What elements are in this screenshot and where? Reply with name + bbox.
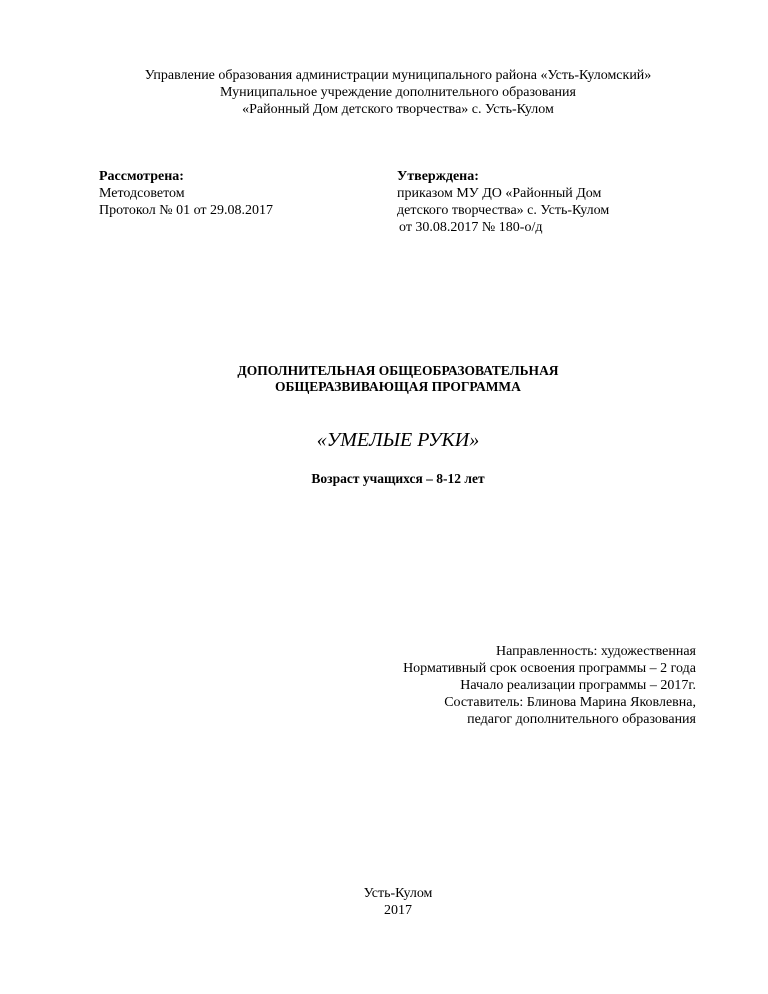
details-start: Начало реализации программы – 2017г. [460, 678, 696, 693]
footer-year: 2017 [384, 903, 412, 918]
header-line-department: Управление образования администрации муниципального района «Усть-Куломский» [144, 68, 652, 83]
footer-place: Усть-Кулом [363, 886, 433, 901]
considered-block [99, 168, 359, 219]
details-direction: Направленность: художественная [495, 644, 696, 659]
program-details [403, 643, 696, 728]
approved-title: Утверждена: [397, 169, 479, 184]
program-title: «УМЕЛЫЕ РУКИ» [316, 429, 480, 451]
header-line-institution: Муниципальное учреждение дополнительного образования [220, 85, 576, 100]
approved-line-order: приказом МУ ДО «Районный Дом [397, 186, 602, 201]
considered-protocol: Протокол № 01 от 29.08.2017 [99, 203, 274, 218]
header-line-house: «Районный Дом детского творчества» с. Усть-Кулом [242, 102, 554, 117]
approved-line-house: детского творчества» с. Усть-Кулом [397, 203, 610, 218]
details-author-position: педагог дополнительного образования [467, 712, 696, 727]
organization-header [0, 67, 768, 118]
document-footer [0, 885, 768, 919]
student-age: Возраст учащихся – 8-12 лет [311, 471, 485, 486]
approved-block [397, 168, 697, 236]
program-type-line-1: ДОПОЛНИТЕЛЬНАЯ ОБЩЕОБРАЗОВАТЕЛЬНАЯ [237, 363, 559, 378]
program-type [0, 363, 768, 395]
program-type-line-2: ОБЩЕРАЗВИВАЮЩАЯ ПРОГРАММА [275, 379, 521, 394]
considered-by: Методсоветом [99, 186, 185, 201]
considered-title: Рассмотрена: [99, 169, 184, 184]
details-duration: Нормативный срок освоения программы – 2 года [403, 661, 696, 676]
approved-line-date: от 30.08.2017 № 180-о/д [399, 220, 543, 235]
details-author: Составитель: Блинова Марина Яковлевна, [444, 695, 696, 710]
